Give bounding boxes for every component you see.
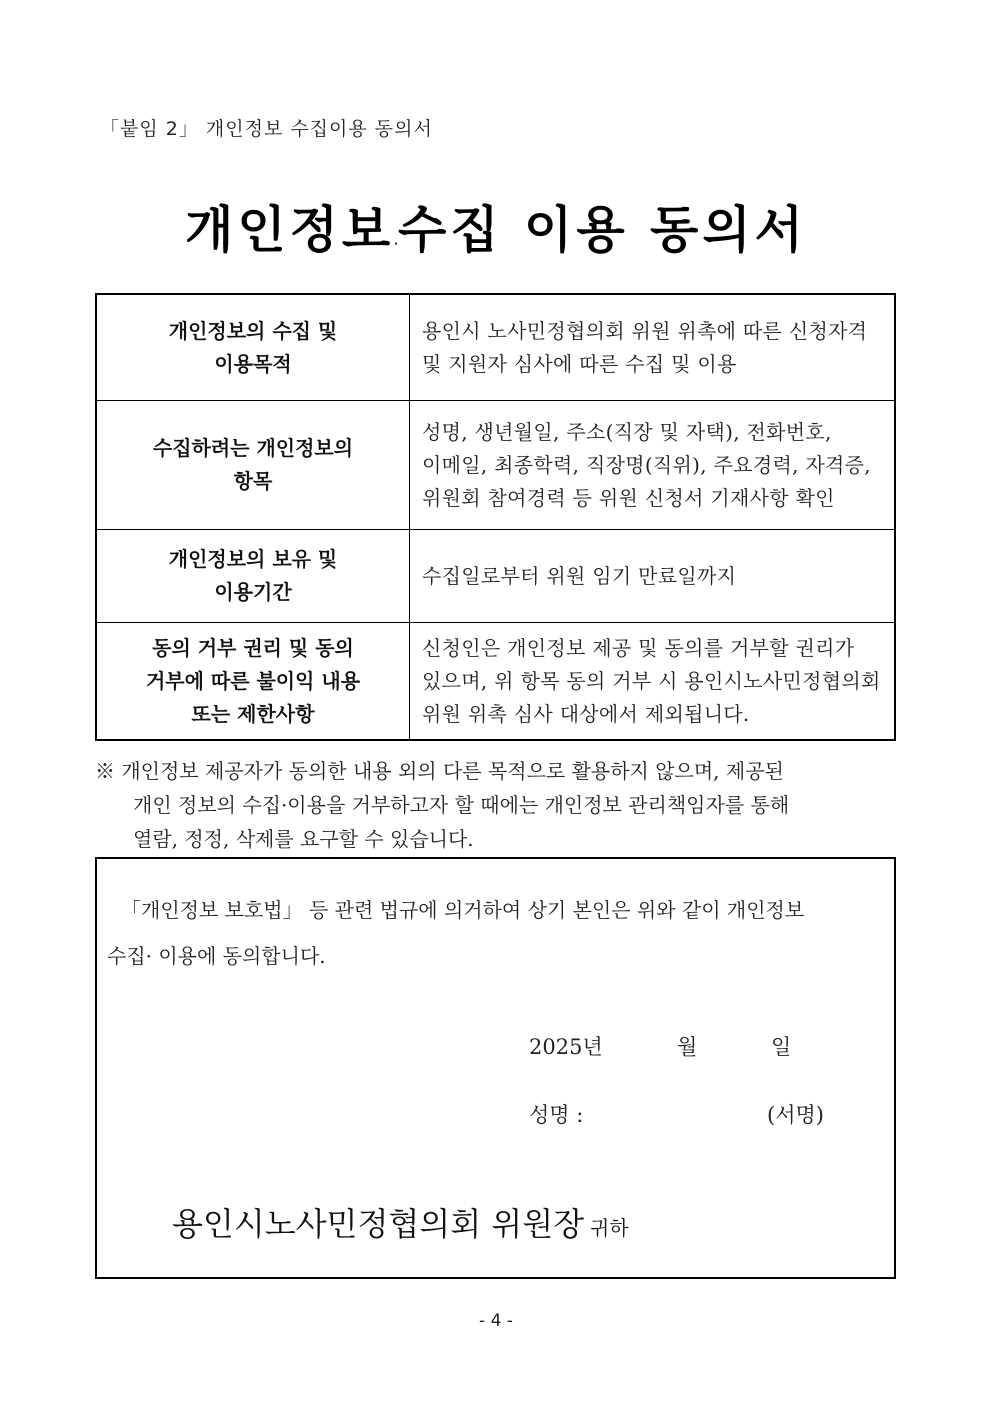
value-line: 위원 위촉 심사 대상에서 제외됩니다. xyxy=(422,701,750,726)
title-part2: 수집 이용 동의서 xyxy=(398,201,807,259)
value-line: 신청인은 개인정보 제공 및 동의를 거부할 권리가 xyxy=(422,635,855,660)
value-line: 및 지원자 심사에 따른 수집 및 이용 xyxy=(422,351,737,376)
label-line: 거부에 따른 불이익 내용 xyxy=(145,668,361,693)
consent-statement xyxy=(107,887,892,979)
consent-line: 수집· 이용에 동의합니다. xyxy=(107,944,326,968)
table-row xyxy=(96,530,895,623)
value-line: 수집일로부터 위원 임기 만료일까지 xyxy=(422,563,737,588)
label-line: 또는 제한사항 xyxy=(191,701,315,726)
label-line: 동의 거부 권리 및 동의 xyxy=(152,635,354,660)
row-value xyxy=(410,530,896,623)
honorific: 귀하 xyxy=(590,1216,629,1240)
sign-label: (서명) xyxy=(767,1103,824,1127)
consent-box xyxy=(95,857,896,1279)
notice-line: ※ 개인정보 제공자가 동의한 내용 외의 다른 목적으로 활용하지 않으며, 제공된 xyxy=(95,759,784,783)
value-line: 용인시 노사민정협의회 위원 위촉에 따른 신청자격 xyxy=(422,318,868,343)
value-line: 위원회 참여경력 등 위원 신청서 기재사항 확인 xyxy=(422,485,835,510)
row-value xyxy=(410,294,896,401)
table-row xyxy=(96,623,895,741)
label-line: 수집하려는 개인정보의 xyxy=(152,436,354,460)
notice-line: 개인 정보의 수집·이용을 거부하고자 할 때에는 개인정보 관리책임자를 통해 xyxy=(133,793,790,817)
recipient xyxy=(172,1199,629,1245)
date-day: 일 xyxy=(771,1035,792,1059)
date-month: 월 xyxy=(677,1035,698,1059)
row-label xyxy=(96,401,410,530)
value-line: 있으며, 위 항목 동의 거부 시 용인시노사민정협의회 xyxy=(422,668,881,693)
attachment-label: 「붙임 2」 개인정보 수집이용 동의서 xyxy=(100,118,433,140)
page-number: - 4 - xyxy=(479,1311,513,1331)
name-label: 성명 : xyxy=(529,1103,584,1127)
notice-text xyxy=(95,754,895,856)
label-line: 항목 xyxy=(233,469,273,493)
row-label xyxy=(96,294,410,401)
row-label xyxy=(96,623,410,741)
table-row xyxy=(96,294,895,401)
document-title xyxy=(0,190,992,262)
title-part1: 개인정보 xyxy=(185,201,395,259)
label-line: 이용기간 xyxy=(214,580,292,604)
notice-line: 열람, 정정, 삭제를 요구할 수 있습니다. xyxy=(133,827,474,851)
value-line: 성명, 생년월일, 주소(직장 및 자택), 전화번호, xyxy=(422,419,832,444)
title-dot: · xyxy=(394,239,399,250)
recipient-name: 용인시노사민정협의회 위원장 xyxy=(172,1205,585,1243)
consent-line: 「개인정보 보호법」 등 관련 법규에 의거하여 상기 본인은 위와 같이 개인정보 xyxy=(121,898,805,922)
row-value xyxy=(410,623,896,741)
label-line: 개인정보의 수집 및 xyxy=(168,318,338,343)
table-row xyxy=(96,401,895,530)
label-line: 이용목적 xyxy=(214,351,292,376)
label-line: 개인정보의 보유 및 xyxy=(168,547,338,571)
row-value xyxy=(410,401,896,530)
date-year: 2025년 xyxy=(529,1035,603,1059)
consent-info-table xyxy=(95,293,896,741)
row-label xyxy=(96,530,410,623)
value-line: 이메일, 최종학력, 직장명(직위), 주요경력, 자격증, xyxy=(422,452,871,477)
